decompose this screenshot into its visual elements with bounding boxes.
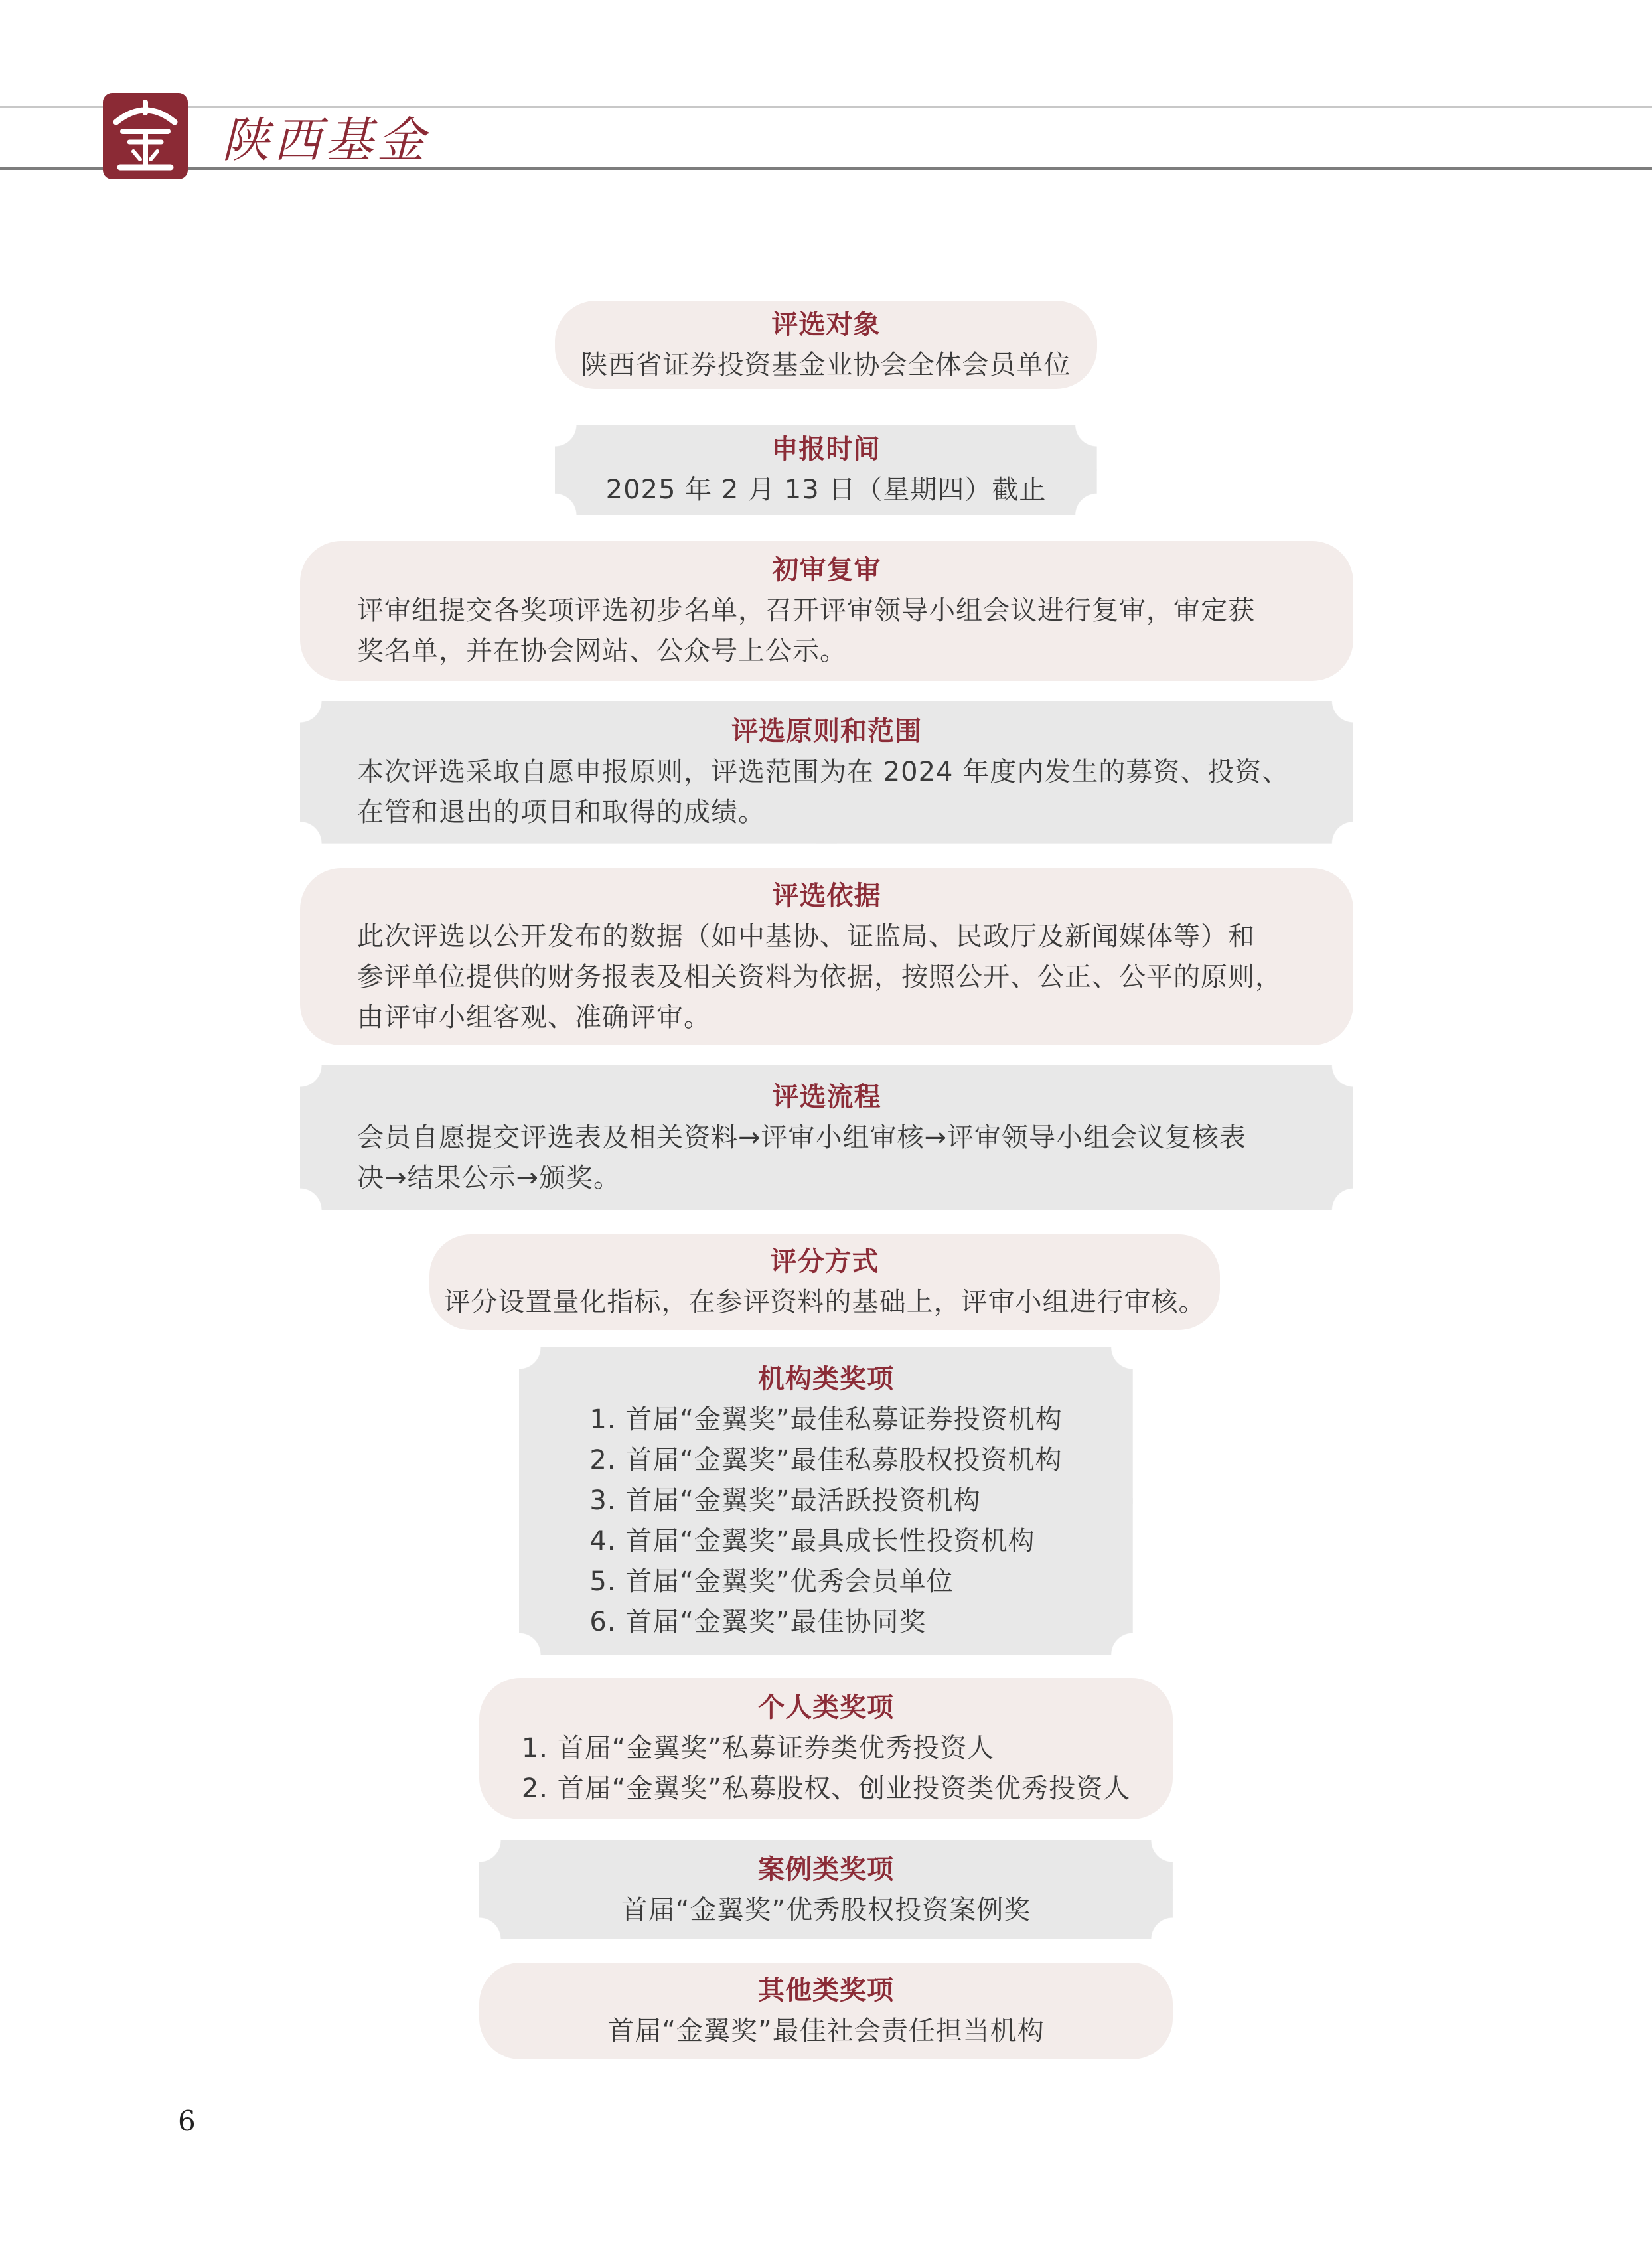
section-institution-awards [519, 1347, 1133, 1655]
list-item: 4. 首届“金翼奖”最具成长性投资机构 [589, 1526, 1035, 1556]
list-item: 1. 首届“金翼奖”最佳私募证券投资机构 [589, 1404, 1063, 1435]
section-line: 首届“金翼奖”最佳社会责任担当机构 [607, 2016, 1045, 2046]
section-title: 评选流程 [772, 1081, 881, 1112]
section-line: 评审组提交各奖项评选初步名单，召开评审领导小组会议进行复审，审定获 [357, 595, 1255, 626]
list-item: 5. 首届“金翼奖”优秀会员单位 [589, 1566, 954, 1597]
section-process [300, 1065, 1353, 1210]
section-line: 此次评选以公开发布的数据（如中基协、证监局、民政厅及新闻媒体等）和 [357, 921, 1255, 952]
award-list [589, 1400, 1062, 1643]
section-title: 其他类奖项 [758, 1975, 894, 2006]
section-principles-scope [300, 701, 1353, 844]
section-line: 本次评选采取自愿申报原则，评选范围为在 2024 年度内发生的募资、投资、 [357, 757, 1290, 787]
section-title: 初审复审 [772, 555, 881, 585]
section-title: 评选原则和范围 [731, 716, 922, 747]
section-selection-target [555, 301, 1097, 389]
section-line: 参评单位提供的财务报表及相关资料为依据，按照公开、公正、公平的原则， [357, 961, 1282, 992]
section-title: 个人类奖项 [758, 1692, 894, 1723]
section-line: 评分设置量化指标，在参评资料的基础上，评审小组进行审核。 [443, 1287, 1206, 1317]
section-title: 评分方式 [770, 1246, 879, 1277]
header-rule-top [0, 106, 1652, 108]
section-line: 会员自愿提交评选表及相关资料→评审小组审核→评审领导小组会议复核表 [357, 1122, 1247, 1153]
list-item: 2. 首届“金翼奖”私募股权、创业投资类优秀投资人 [521, 1773, 1131, 1804]
section-line: 陕西省证券投资基金业协会全体会员单位 [581, 349, 1071, 380]
section-deadline [555, 425, 1097, 515]
brand-title: 陕西基金 [222, 112, 429, 168]
section-line: 在管和退出的项目和取得的成绩。 [357, 797, 765, 828]
section-line: 2025 年 2 月 13 日（星期四）截止 [605, 475, 1047, 505]
list-item: 1. 首届“金翼奖”私募证券类优秀投资人 [521, 1733, 995, 1763]
section-title: 机构类奖项 [758, 1364, 894, 1394]
list-item: 6. 首届“金翼奖”最佳协同奖 [589, 1607, 927, 1637]
section-case-awards [479, 1840, 1173, 1939]
section-line: 由评审小组客观、准确评审。 [357, 1002, 711, 1033]
section-line: 奖名单，并在协会网站、公众号上公示。 [357, 636, 847, 666]
section-basis [300, 868, 1353, 1045]
section-title: 申报时间 [771, 434, 881, 465]
section-line: 决→结果公示→颁奖。 [357, 1162, 621, 1193]
section-other-awards [479, 1963, 1173, 2059]
section-line: 首届“金翼奖”优秀股权投资案例奖 [621, 1894, 1031, 1925]
seal-logo-icon [103, 93, 188, 179]
page-number: 6 [178, 2105, 196, 2137]
section-title: 案例类奖项 [758, 1854, 894, 1885]
section-individual-awards [479, 1678, 1173, 1819]
section-review [300, 541, 1353, 681]
section-title: 评选依据 [772, 880, 881, 911]
list-item: 2. 首届“金翼奖”最佳私募股权投资机构 [589, 1445, 1063, 1475]
list-item: 3. 首届“金翼奖”最活跃投资机构 [589, 1485, 981, 1516]
section-title: 评选对象 [771, 309, 881, 340]
award-list [522, 1728, 1130, 1809]
section-scoring [429, 1234, 1220, 1330]
